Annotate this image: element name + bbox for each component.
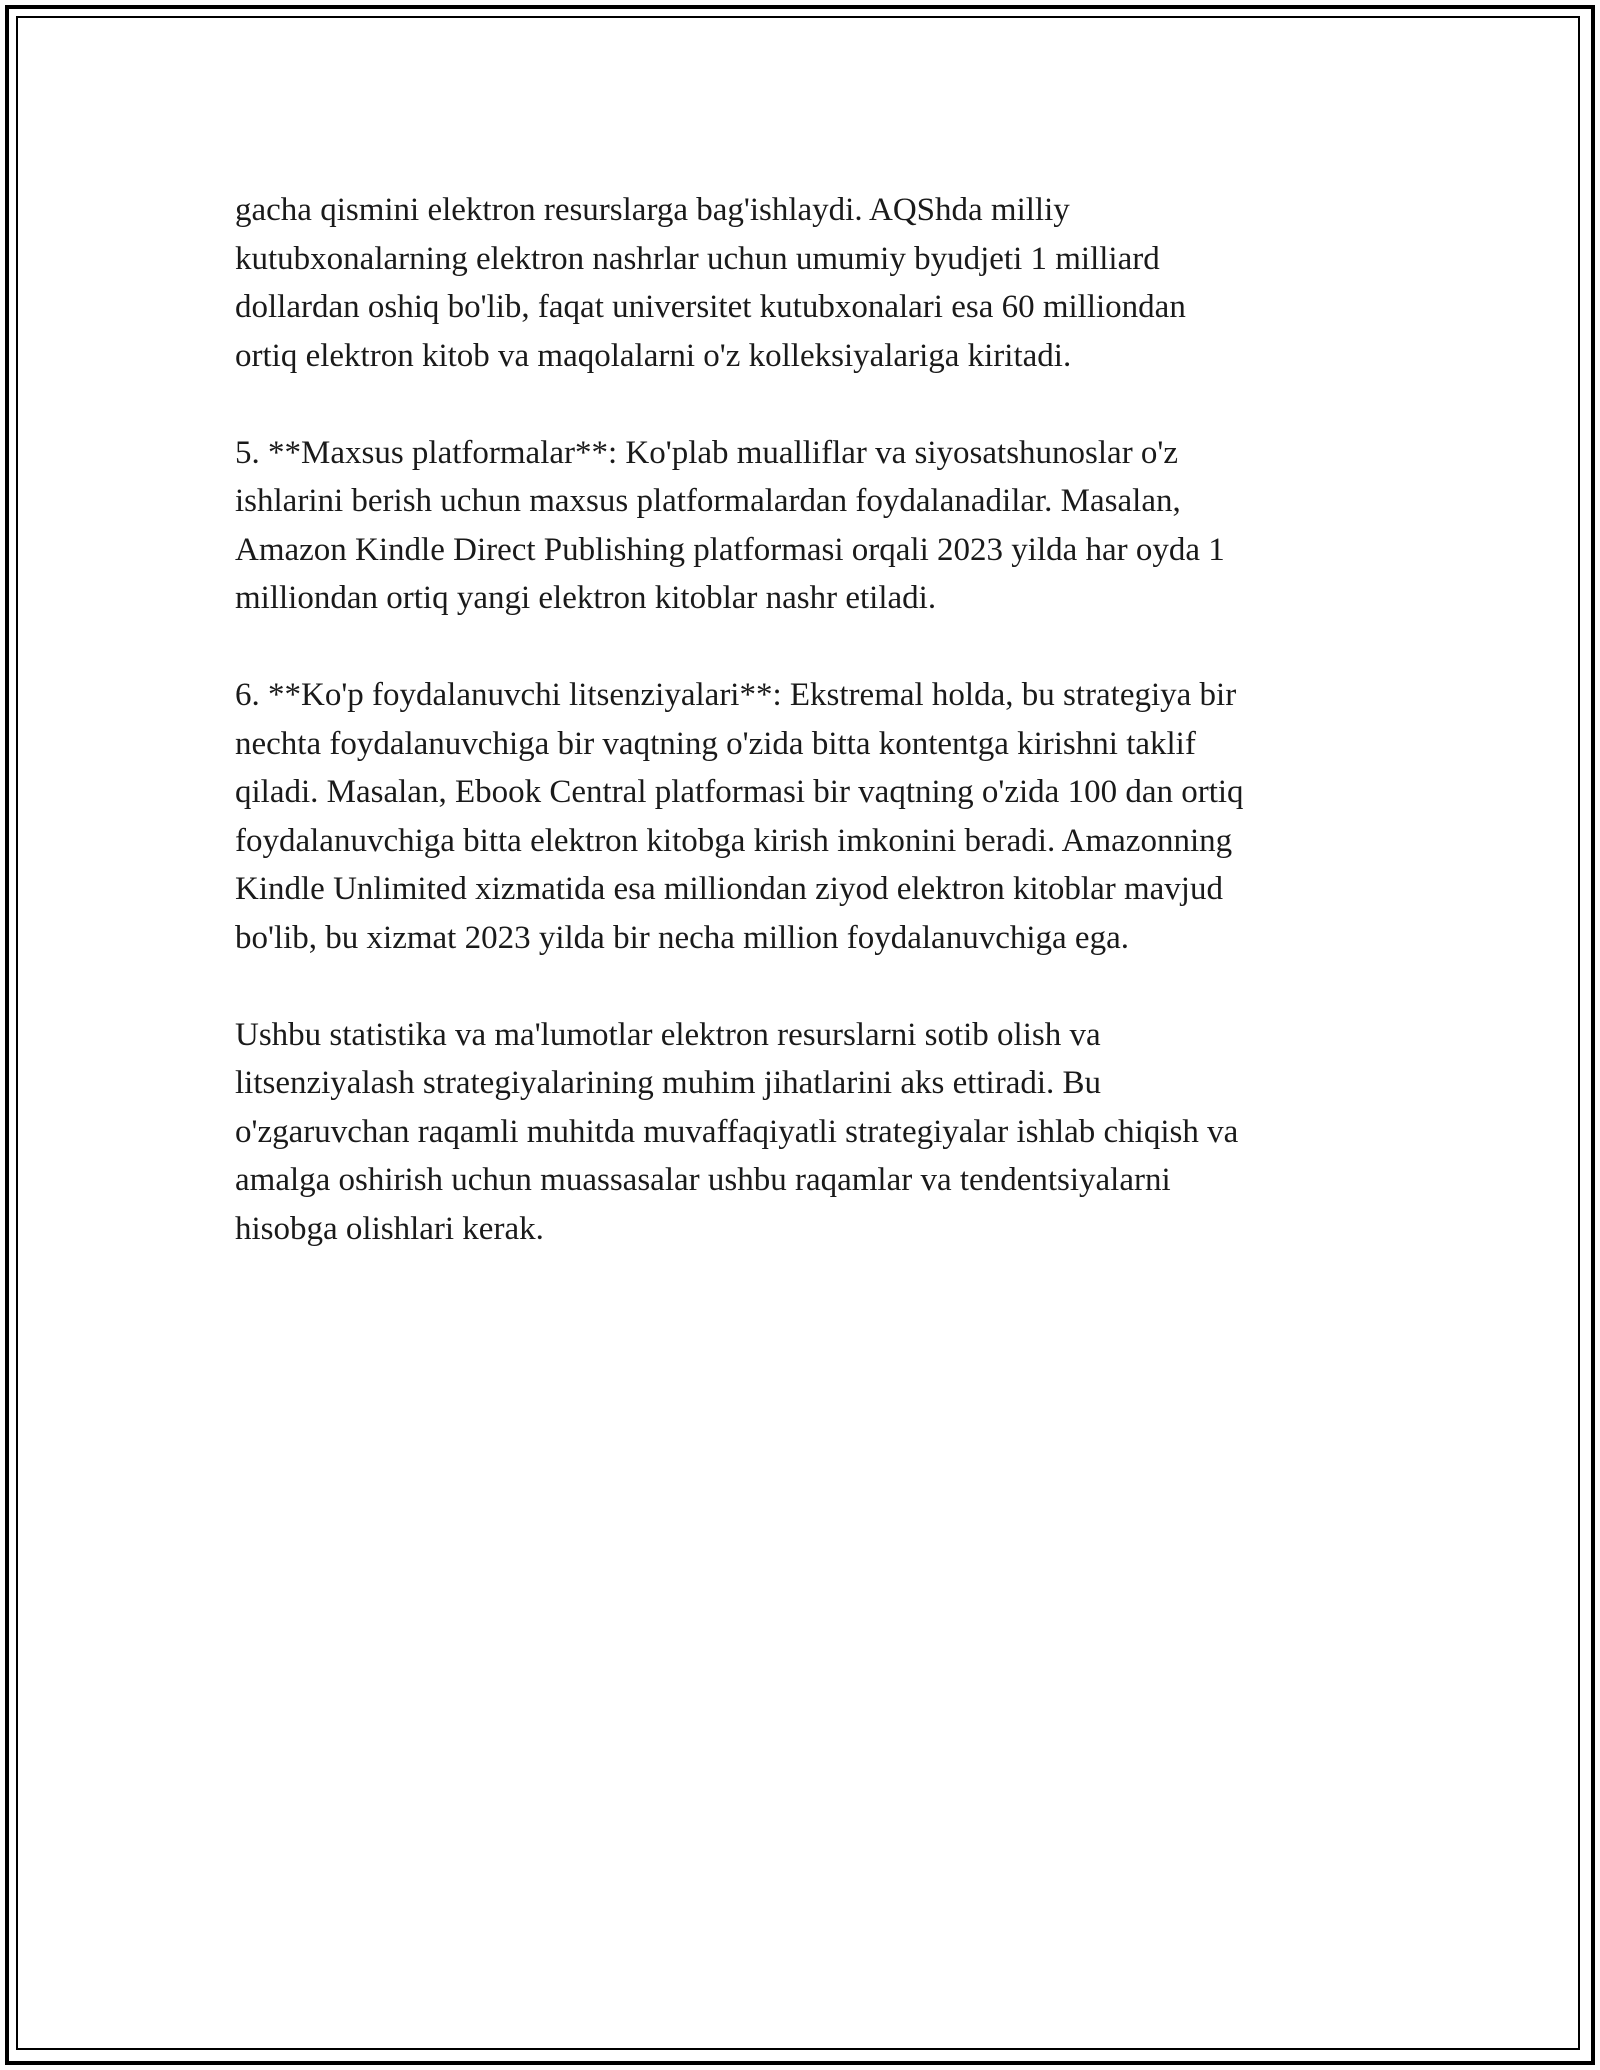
paragraph-special-platforms: 5. **Maxsus platformalar**: Ko'plab mualliflar va siyosatshunoslar o'z ishlarini berish uchun maxsus platformalardan foydalanadilar. Masalan, Amazon Kindle Direct Publishing platformasi orqali 2023 yilda har oyda 1 milliondan ortiq yangi elektron kitoblar nashr etiladi. [235,434,1225,616]
paragraph-conclusion: Ushbu statistika va ma'lumotlar elektron resurslarni sotib olish va litsenziyalash strategiyalarining muhim jihatlarini aks ettiradi. Bu o'zgaruvchan raqamli muhitda muvaffaqiyatli strategiyalar ishlab chiqish va amalga oshirish uchun muassasalar ushbu raqamlar va tendentsiyalarni hisobga olishlari kerak. [235,1016,1239,1247]
paragraph-multi-user-licenses: 6. **Ko'p foydalanuvchi litsenziyalari**: Ekstremal holda, bu strategiya bir nechta foydalanuvchiga bir vaqtning o'zida bitta kontentga kirishni taklif qiladi. Masalan, Ebook Central platformasi bir vaqtning o'zida 100 dan ortiq foydalanuvchiga bitta elektron kitobga kirish imkonini beradi. Amazonning Kindle Unlimited xizmatida esa milliondan ziyod elektron kitoblar mavjud bo'lib, bu xizmat 2023 yilda bir necha million foydalanuvchiga ega. [235,677,1244,956]
document-body [235,186,1375,1302]
paragraph-budget-continuation: gacha qismini elektron resurslarga bag'ishlaydi. AQShda milliy kutubxonalarning elektron nashrlar uchun umumiy byudjeti 1 milliard dollardan oshiq bo'lib, faqat universitet kutubxonalari esa 60 milliondan ortiq elektron kitob va maqolalarni o'z kolleksiyalariga kiritadi. [235,192,1186,374]
